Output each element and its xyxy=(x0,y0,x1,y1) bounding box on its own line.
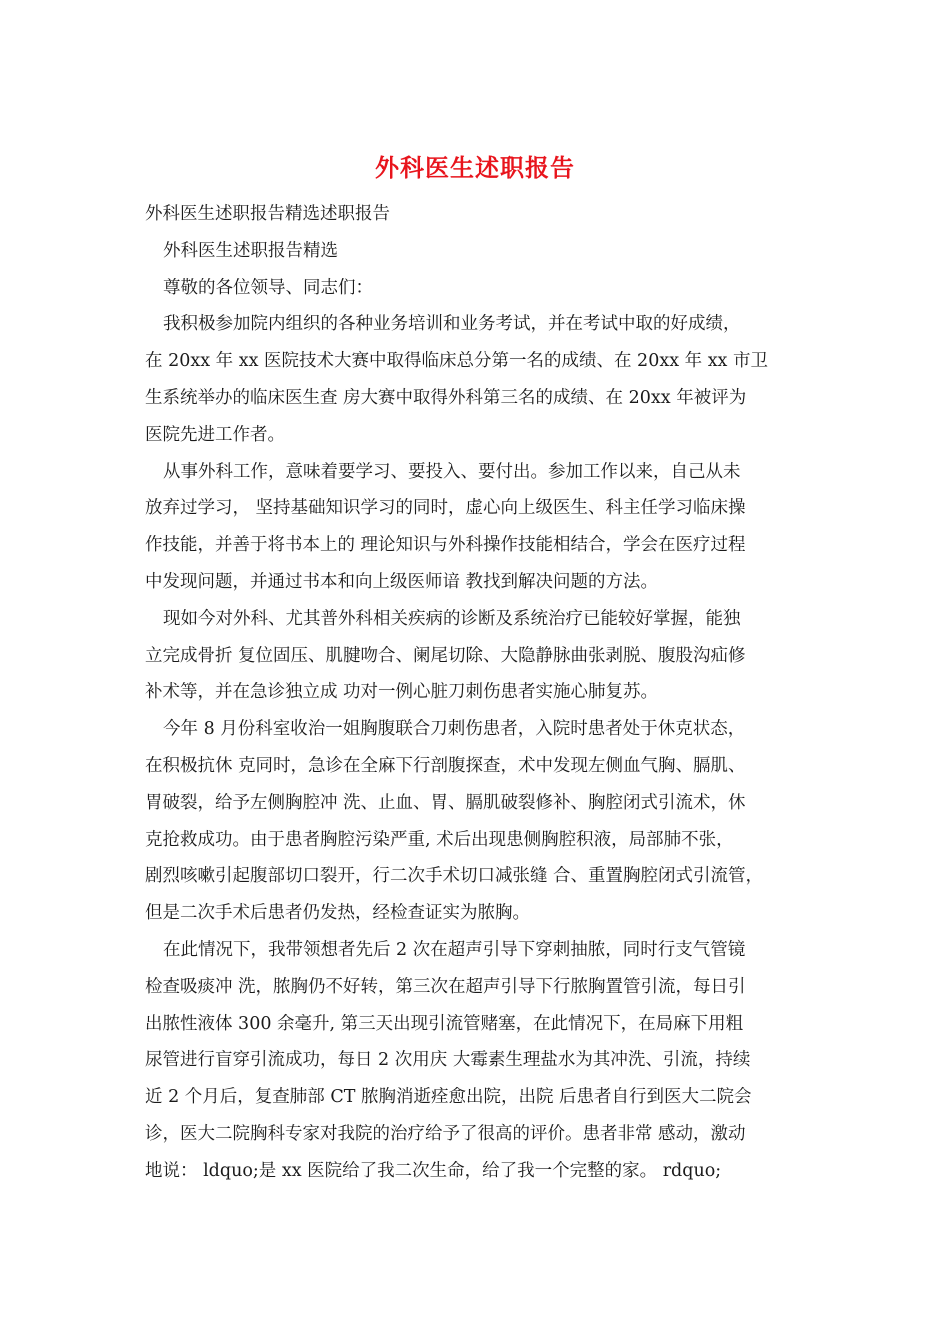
text-line: 今年 8 月份科室收治一姐胸腹联合刀刺伤患者，入院时患者处于休克状态， xyxy=(163,719,746,740)
text-line: 外科医生述职报告精选述职报告 xyxy=(145,204,390,224)
text-line: 立完成骨折 复位固压、肌腱吻合、阑尾切除、大隐静脉曲张剥脱、腹股沟疝修 xyxy=(145,645,746,666)
text-line: 在 20xx 年 xx 医院技术大赛中取得临床总分第一名的成绩、在 20xx 年 xx 市卫 xyxy=(145,351,768,372)
text-line: 检查吸痰冲 洗，脓胸仍不好转，第三次在超声引导下行脓胸置管引流，每日引 xyxy=(145,976,746,997)
text-line: 胃破裂，给予左侧胸腔冲 洗、止血、胃、膈肌破裂修补、胸腔闭式引流术，休 xyxy=(145,792,746,813)
text-line: 在此情况下，我带领想者先后 2 次在超声引导下穿刺抽脓，同时行支气管镜 xyxy=(163,939,746,960)
text-line: 尿管进行盲穿引流成功，每日 2 次用庆 大霉素生理盐水为其冲洗、引流，持续 xyxy=(145,1050,751,1071)
text-line: 从事外科工作，意味着要学习、要投入、要付出。参加工作以来，自己从未 xyxy=(163,461,741,482)
text-line: 诊，医大二院胸科专家对我院的治疗给予了很高的评价。患者非常 感动，激动 xyxy=(145,1123,746,1144)
text-line: 地说： ldquo;是 xx 医院给了我二次生命，给了我一个完整的家。 rdquo; xyxy=(145,1160,722,1181)
text-line: 医院先进工作者。 xyxy=(145,424,285,445)
text-line: 补术等，并在急诊独立成 功对一例心脏刀刺伤患者实施心肺复苏。 xyxy=(145,682,659,703)
text-line: 放弃过学习， 坚持基础知识学习的同时，虚心向上级医生、科主任学习临床操 xyxy=(145,498,746,519)
text-line: 现如今对外科、尤其普外科相关疾病的诊断及系统治疗已能较好掌握，能独 xyxy=(163,608,741,629)
text-line: 尊敬的各位领导、同志们： xyxy=(163,277,373,298)
text-line: 但是二次手术后患者仍发热，经检查证实为脓胸。 xyxy=(145,903,530,924)
text-line: 中发现问题，并通过书本和向上级医师谙 教找到解决问题的方法。 xyxy=(145,571,659,592)
text-line: 生系统举办的临床医生查 房大赛中取得外科第三名的成绩、在 20xx 年被评为 xyxy=(145,387,747,408)
text-line: 克抢救成功。由于患者胸腔污染严重, 术后出现患侧胸腔积液，局部肺不张， xyxy=(145,829,734,850)
document-body xyxy=(145,196,825,1190)
text-line: 作技能，并善于将书本上的 理论知识与外科操作技能相结合，学会在医疗过程 xyxy=(145,535,746,556)
text-line: 近 2 个月后，复查肺部 CT 脓胸消逝痊愈出院，出院 后患者自行到医大二院会 xyxy=(145,1087,752,1108)
text-line: 剧烈咳嗽引起腹部切口裂开，行二次手术切口减张缝 合、重置胸腔闭式引流管， xyxy=(145,866,764,887)
document-title: 外科医生述职报告 xyxy=(375,153,575,182)
text-line: 出脓性液体 300 余毫升, 第三天出现引流管赌塞，在此情况下，在局麻下用粗 xyxy=(145,1013,744,1034)
text-line: 我积极参加院内组织的各种业务培训和业务考试，并在考试中取的好成绩， xyxy=(163,314,741,335)
text-line: 在积极抗休 克同时，急诊在全麻下行剖腹探查，术中发现左侧血气胸、膈肌、 xyxy=(145,755,746,776)
text-line: 外科医生述职报告精选 xyxy=(163,240,338,261)
